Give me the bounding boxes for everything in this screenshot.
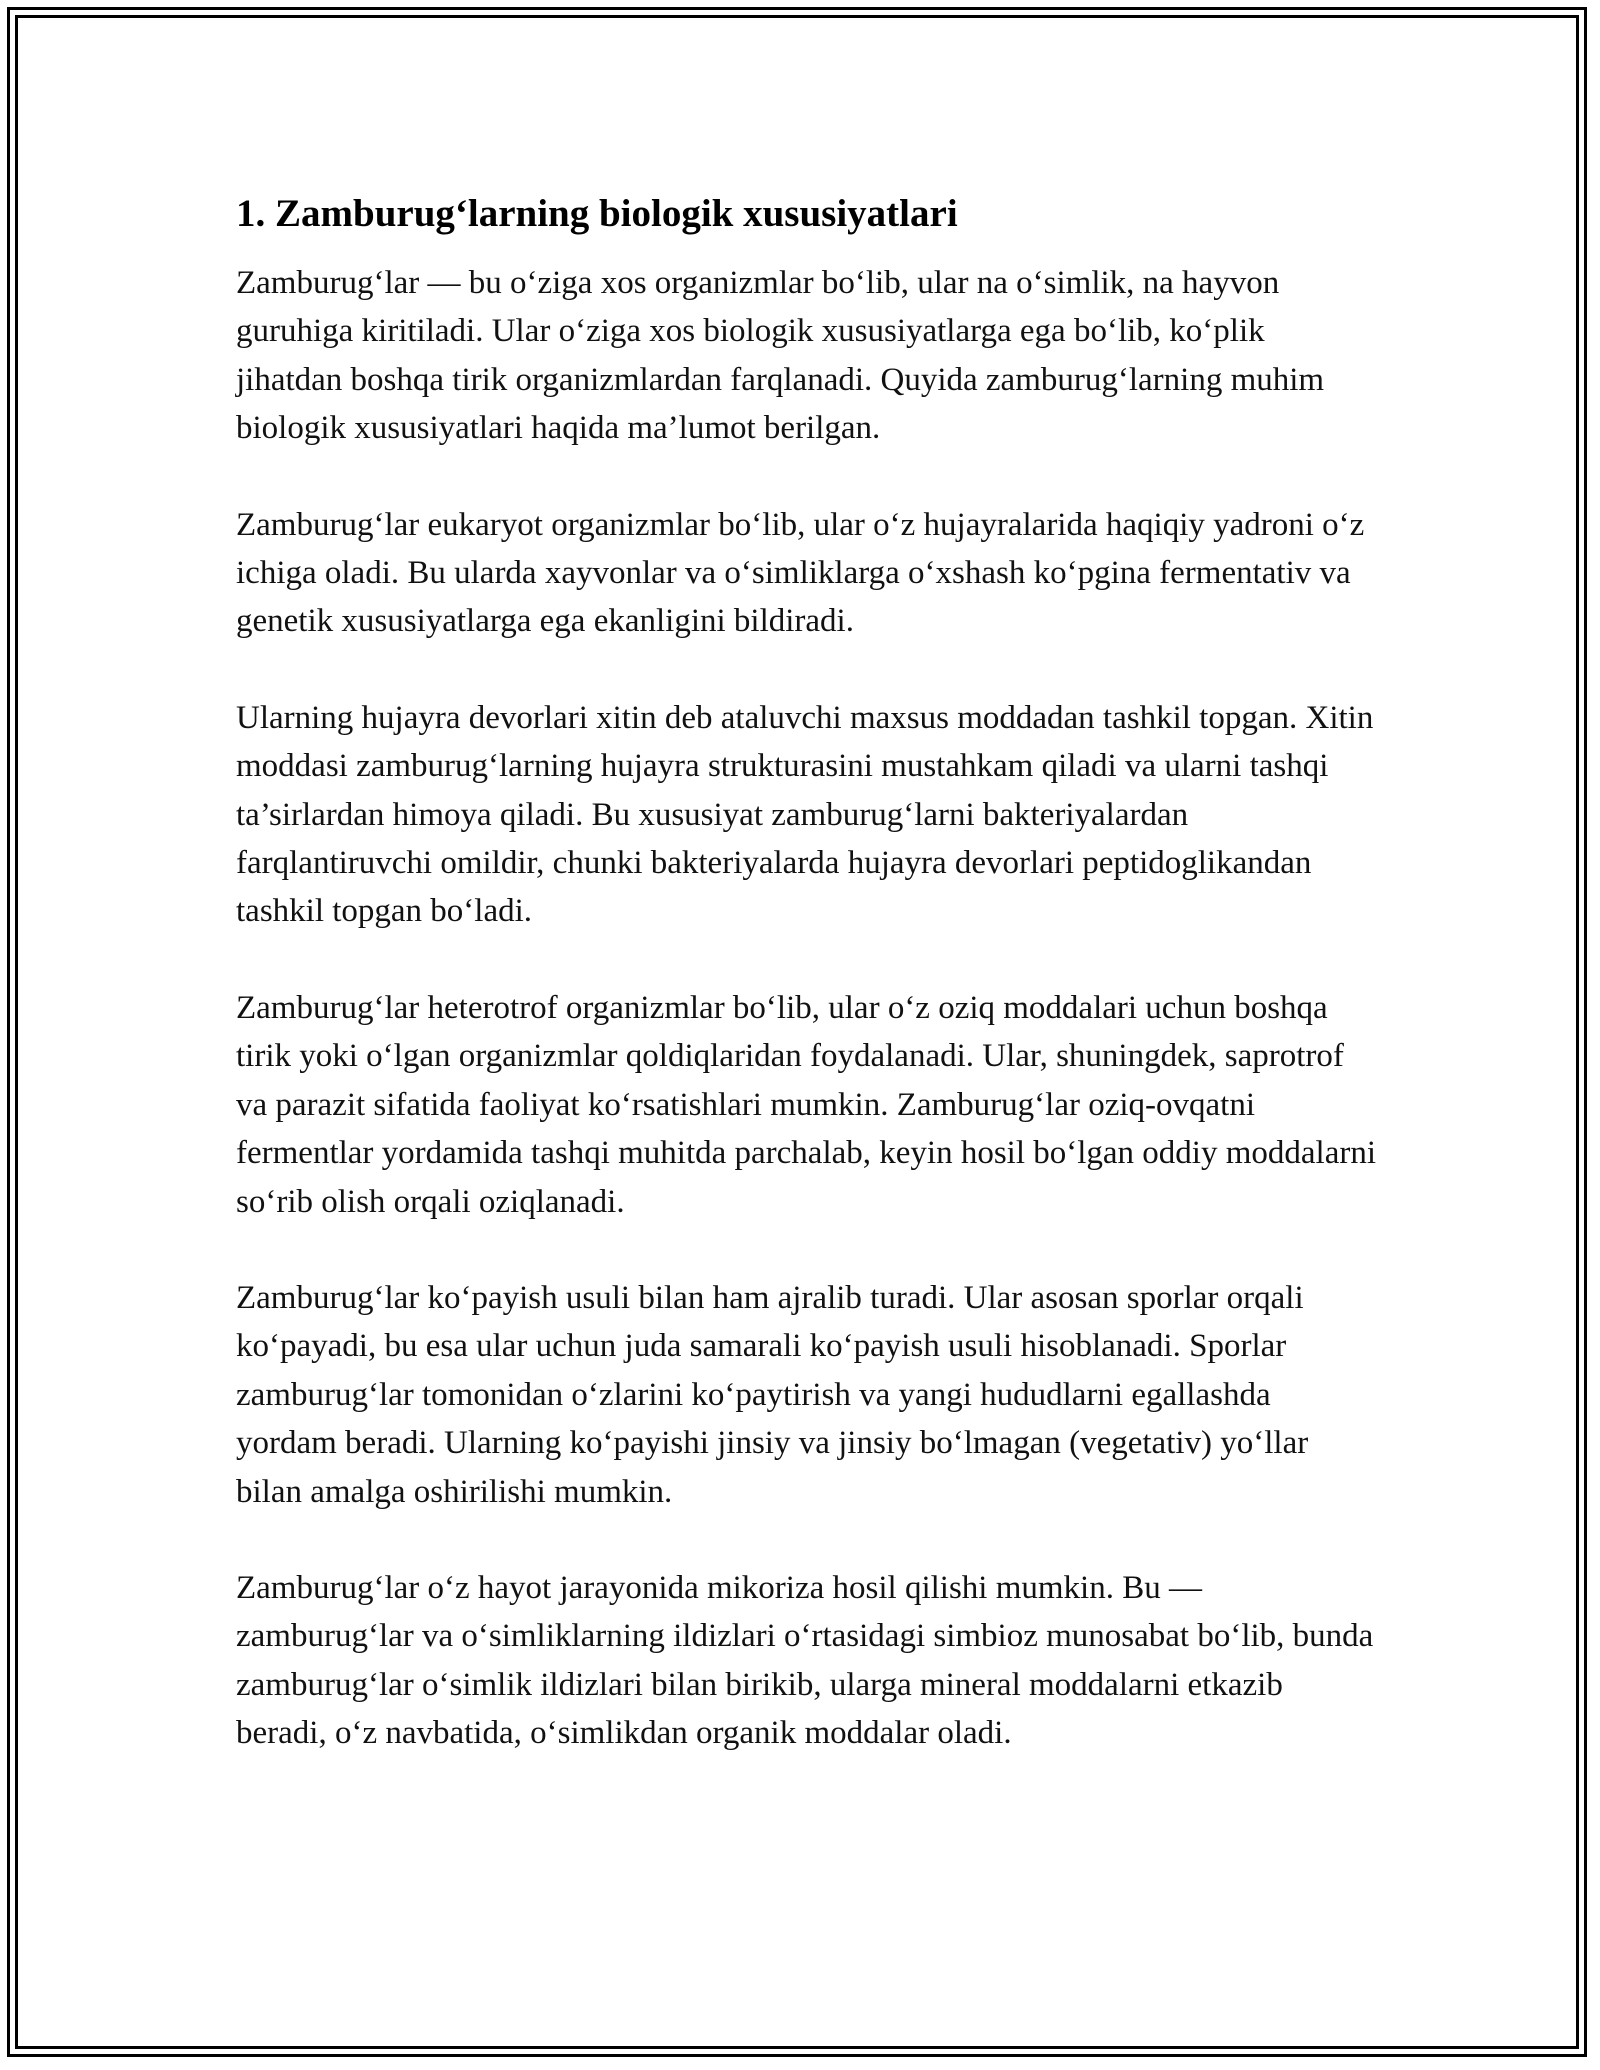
paragraph-intro: Zamburug‘lar — bu o‘ziga xos organizmlar bo‘lib, ular na o‘simlik, na hayvon guruhiga kiritiladi. Ular o‘ziga xos biologik xususiyatlarga ega bo‘lib, ko‘plik jihatdan boshqa tirik organizmlardan farqlanadi. Quyida zamburug‘larning muhim biologik xususiyatlari haqida ma’lumot berilgan.: [236, 265, 1325, 447]
paragraph-reproduction: Zamburug‘lar ko‘payish usuli bilan ham ajralib turadi. Ular asosan sporlar orqali ko‘payadi, bu esa ular uchun juda samarali ko‘payish usuli hisoblanadi. Sporlar zamburug‘lar tomonidan o‘zlarini ko‘paytirish va yangi hududlarni egallashda yordam beradi. Ularning ko‘payishi jinsiy va jinsiy bo‘lmagan (vegetativ) yo‘llar bilan amalga oshirilishi mumkin.: [236, 1279, 1309, 1510]
document-body: [236, 188, 1376, 1806]
section-heading: 1. Zamburug‘larning biologik xususiyatlari: [236, 192, 958, 235]
paragraph-mycorrhiza: Zamburug‘lar o‘z hayot jarayonida mikoriza hosil qilishi mumkin. Bu — zamburug‘lar va o‘simliklarning ildizlari o‘rtasidagi simbioz munosabat bo‘lib, bunda zamburug‘lar o‘simlik ildizlari bilan birikib, ularga mineral moddalarni etkazib beradi, o‘z navbatida, o‘simlikdan organik moddalar oladi.: [236, 1569, 1374, 1752]
paragraph-cell-wall: Ularning hujayra devorlari xitin deb ataluvchi maxsus moddadan tashkil topgan. Xitin moddasi zamburug‘larning hujayra strukturasini mustahkam qiladi va ularni tashqi ta’sirlardan himoya qiladi. Bu xususiyat zamburug‘larni bakteriyalardan farqlantiruvchi omildir, chunki bakteriyalarda hujayra devorlari peptidoglikandan tashkil topgan bo‘ladi.: [236, 699, 1374, 930]
paragraph-eukaryote: Zamburug‘lar eukaryot organizmlar bo‘lib, ular o‘z hujayralarida haqiqiy yadroni o‘z ichiga oladi. Bu ularda xayvonlar va o‘simliklarga o‘xshash ko‘pgina fermentativ va genetik xususiyatlarga ega ekanligini bildiradi.: [236, 506, 1365, 640]
paragraph-heterotroph: Zamburug‘lar heterotrof organizmlar bo‘lib, ular o‘z oziq moddalari uchun boshqa tirik yoki o‘lgan organizmlar qoldiqlaridan foydalanadi. Ular, shuningdek, saprotrof va parazit sifatida faoliyat ko‘rsatishlari mumkin. Zamburug‘lar oziq-ovqatni fermentlar yordamida tashqi muhitda parchalab, keyin hosil bo‘lgan oddiy moddalarni so‘rib olish orqali oziqlanadi.: [236, 989, 1377, 1220]
